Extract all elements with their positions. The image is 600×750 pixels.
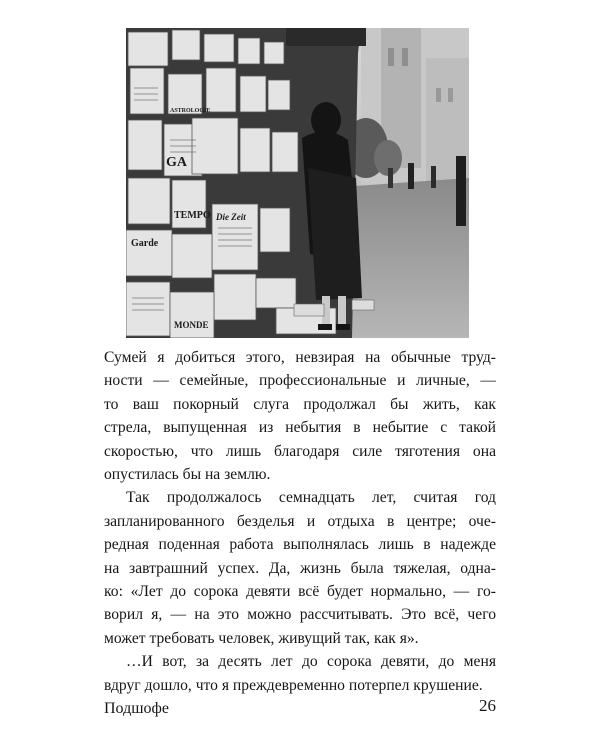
newsstand-photo: [126, 28, 469, 338]
masthead-ga: GA: [166, 155, 187, 170]
masthead-tempo: TEMPO: [174, 210, 211, 221]
text-line: ворил я, — на это можно рассчитывать. Это всё, чего: [104, 606, 496, 624]
text-line: Сумей я добиться этого, невзирая на обычные труд-: [104, 349, 496, 366]
text-line: запланированного безделья и отдыха в центре; оче-: [104, 512, 496, 530]
text-line: то ваш покорный слуга продолжал бы жить, как: [104, 395, 496, 413]
masthead-garde: Garde: [131, 238, 159, 249]
masthead-zeit: Die Zeit: [216, 212, 246, 222]
text-line: ности — семейные, профессиональные и личные, —: [104, 372, 496, 390]
text-line: на завтрашний успех. Да, жизнь была тяжелая, одна-: [104, 559, 496, 577]
text-line: …И вот, за десять лет до сорока девяти, до меня: [126, 653, 496, 671]
page-number: 26: [479, 696, 496, 715]
text-line: скоростью, что лишь благодаря силе тяготения она: [104, 442, 496, 460]
text-line: вдруг дошло, что я преждевременно потерпел крушение.: [104, 676, 483, 694]
newsstand-illustration: [126, 28, 469, 338]
masthead-astrologie: ASTROLOGIE: [170, 108, 211, 114]
text-line: стрела, выпущенная из небытия в небытие с такой: [104, 419, 496, 437]
text-line: может требовать человек, живущий так, как я».: [104, 629, 419, 647]
masthead-monde: MONDE: [174, 320, 209, 330]
running-footer-title: Подшофе: [104, 700, 170, 717]
text-line: ко: «Лет до сорока девяти всё будет нормально, — го-: [104, 583, 496, 601]
text-line: редная поденная работа выполнялась лишь в надежде: [104, 536, 496, 554]
text-line: опустилась бы на землю.: [104, 466, 271, 484]
body-text: [104, 346, 496, 697]
text-line: Так продолжалось семнадцать лет, считая год: [126, 489, 496, 507]
